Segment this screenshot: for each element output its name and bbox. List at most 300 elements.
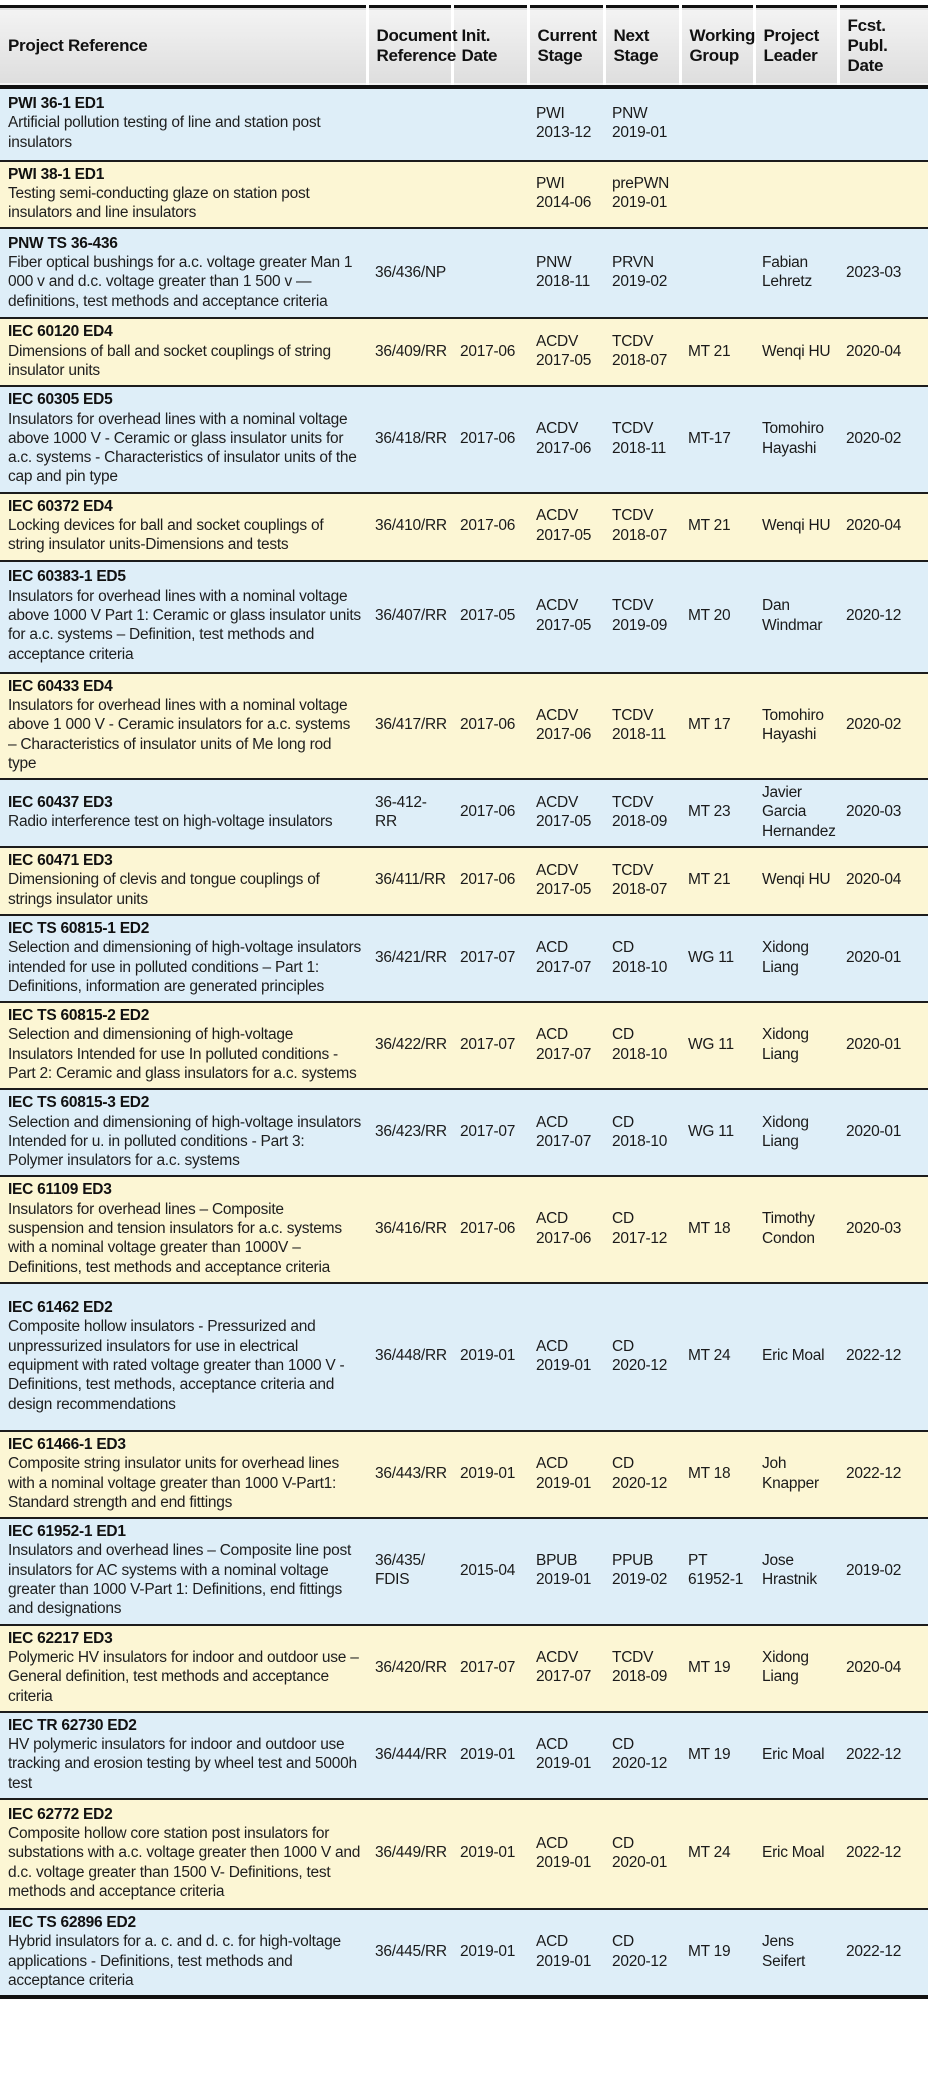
working-group-cell <box>680 87 754 161</box>
project-code: PWI 36-1 ED1 <box>8 95 105 113</box>
project-code: PWI 38-1 ED1 <box>8 165 105 183</box>
next-stage-cell <box>604 915 680 1002</box>
header-next-stage: Next Stage <box>604 7 680 87</box>
document-reference-cell: 36/420/RR <box>375 1658 447 1676</box>
next-stage-code: TCDV <box>612 706 654 724</box>
current-stage-cell <box>528 87 604 161</box>
working-group-cell: MT 21 <box>688 517 731 535</box>
project-leader-cell: Timothy Condon <box>762 1210 815 1247</box>
project-code: IEC 62217 ED3 <box>8 1629 113 1647</box>
current-stage-code: ACD <box>536 1455 568 1473</box>
table-row <box>0 318 928 386</box>
current-stage-date: 2019-01 <box>536 1755 592 1773</box>
project-title: Dimensioning of clevis and tongue couplings of strings insulator units <box>8 871 320 908</box>
next-stage-code: TCDV <box>612 597 654 615</box>
project-code: IEC 62772 ED2 <box>8 1805 113 1823</box>
working-group-cell: MT 19 <box>688 1658 731 1676</box>
project-reference-cell <box>0 386 367 492</box>
current-stage-code: ACDV <box>536 861 579 879</box>
header-current-stage: Current Stage <box>528 7 604 87</box>
current-stage-cell <box>528 493 604 561</box>
current-stage-code: ACD <box>536 1933 568 1951</box>
forecast-date-cell: 2020-04 <box>846 1658 902 1676</box>
project-code: IEC 60120 ED4 <box>8 323 113 341</box>
project-title: Composite hollow core station post insulators for substations with a.c. voltage greater then 1000 V and d.c. voltage greater than 1500 V- Definitions, test methods and acceptance criteria <box>8 1825 361 1900</box>
project-title: Insulators for overhead lines – Composite suspension and tension insulators for a.c. systems with a nominal voltage greater than 1000V –Definitions, test methods and acceptance criteria <box>8 1200 342 1276</box>
next-stage-cell <box>604 318 680 386</box>
next-stage-cell <box>604 779 680 847</box>
init-date-cell <box>452 228 528 318</box>
next-stage-code: TCDV <box>612 333 654 351</box>
project-code: IEC TS 60815-3 ED2 <box>8 1094 150 1112</box>
working-group-cell: MT 18 <box>688 1220 731 1238</box>
current-stage-date: 2019-01 <box>536 1474 592 1492</box>
working-group-cell: MT 17 <box>688 716 731 734</box>
current-stage-date: 2017-05 <box>536 880 592 898</box>
current-stage-code: ACDV <box>536 793 579 811</box>
current-stage-cell <box>528 1176 604 1282</box>
table-row <box>0 1909 928 1997</box>
next-stage-cell <box>604 228 680 318</box>
table-row <box>0 1176 928 1282</box>
project-reference-cell <box>0 1909 367 1997</box>
current-stage-cell <box>528 1283 604 1431</box>
current-stage-cell <box>528 1089 604 1176</box>
next-stage-date: 2019-01 <box>612 194 668 212</box>
project-code: IEC 60437 ED3 <box>8 793 113 811</box>
next-stage-date: 2017-12 <box>612 1229 668 1247</box>
project-title: Radio interference test on high-voltage insulators <box>8 813 333 831</box>
forecast-date-cell: 2020-02 <box>846 429 902 447</box>
table-row <box>0 1089 928 1176</box>
current-stage-date: 2017-07 <box>536 1132 592 1150</box>
table-row <box>0 1002 928 1089</box>
current-stage-code: ACDV <box>536 706 579 724</box>
forecast-date-cell: 2022-12 <box>846 1844 902 1862</box>
next-stage-date: 2018-07 <box>612 880 668 898</box>
forecast-date-cell: 2020-03 <box>846 1220 902 1238</box>
next-stage-date: 2019-02 <box>612 1571 668 1589</box>
forecast-date-cell: 2020-04 <box>846 871 902 889</box>
table-row <box>0 87 928 161</box>
working-group-cell: PT 61952-1 <box>688 1552 744 1589</box>
next-stage-date: 2019-01 <box>612 124 668 141</box>
table-row <box>0 1625 928 1712</box>
next-stage-code: PPUB <box>612 1552 654 1570</box>
header-row <box>0 7 928 87</box>
working-group-cell: MT 24 <box>688 1844 731 1862</box>
init-date-cell: 2017-05 <box>460 607 516 624</box>
working-group-cell: MT 24 <box>688 1347 731 1365</box>
project-title: Insulators for overhead lines with a nominal voltage above 1 000 V - Ceramic insulators for a.c. systems – Characteristics of insulator units of Me long rod type <box>8 696 351 772</box>
next-stage-cell <box>604 673 680 779</box>
next-stage-date: 2018-11 <box>612 725 666 743</box>
project-leader-cell <box>754 161 838 229</box>
next-stage-cell <box>604 1283 680 1431</box>
next-stage-code: TCDV <box>612 420 654 438</box>
project-code: IEC TR 62730 ED2 <box>8 1716 137 1734</box>
current-stage-code: ACD <box>536 939 568 957</box>
project-title: Locking devices for ball and socket couplings of string insulator units-Dimensions and tests <box>8 517 324 554</box>
project-title: Testing semi-conducting glaze on station post insulators and line insulators <box>8 184 310 222</box>
project-leader-cell: Eric Moal <box>762 1745 825 1763</box>
forecast-date-cell: 2020-03 <box>846 803 902 821</box>
working-group-cell: MT 19 <box>688 1942 731 1960</box>
next-stage-cell <box>604 847 680 915</box>
project-leader-cell: Dan Windmar <box>762 597 823 634</box>
project-reference-cell <box>0 318 367 386</box>
project-code: IEC 61466-1 ED3 <box>8 1435 126 1453</box>
project-reference-cell <box>0 1712 367 1799</box>
current-stage-code: ACD <box>536 1834 568 1852</box>
table-row <box>0 915 928 1002</box>
document-reference-cell: 36/416/RR <box>375 1220 447 1238</box>
forecast-date-cell: 2022-12 <box>846 1745 902 1763</box>
current-stage-date: 2018-11 <box>536 273 590 291</box>
project-reference-cell <box>0 847 367 915</box>
project-title: Selection and dimensioning of high-voltage Insulators Intended for use In polluted conditions - Part 2: Ceramic and glass insulators for a.c. systems <box>8 1026 357 1082</box>
project-title: Selection and dimensioning of high-voltage insulators intended for use in polluted conditions – Part 1: Definitions, information are generated principles <box>8 939 361 995</box>
init-date-cell: 2019-01 <box>460 1942 516 1960</box>
init-date-cell: 2017-06 <box>460 342 516 360</box>
next-stage-code: TCDV <box>612 1648 654 1666</box>
current-stage-code: ACD <box>536 1210 568 1228</box>
init-date-cell <box>452 161 528 229</box>
next-stage-cell <box>604 1518 680 1624</box>
document-reference-cell: 36/443/RR <box>375 1464 447 1482</box>
init-date-cell: 2019-01 <box>460 1745 516 1763</box>
table-row <box>0 1283 928 1431</box>
next-stage-code: CD <box>612 1834 634 1852</box>
project-reference-cell <box>0 779 367 847</box>
next-stage-code: TCDV <box>612 793 654 811</box>
project-leader-cell: Jose Hrastnik <box>762 1552 817 1589</box>
current-stage-cell <box>528 1002 604 1089</box>
next-stage-cell <box>604 1799 680 1909</box>
next-stage-date: 2018-07 <box>612 352 668 370</box>
current-stage-cell <box>528 1799 604 1909</box>
next-stage-code: CD <box>612 1210 634 1228</box>
project-leader-cell: Jens Seifert <box>762 1933 806 1970</box>
current-stage-cell <box>528 779 604 847</box>
forecast-date-cell: 2020-01 <box>846 1123 902 1141</box>
project-title: Insulators for overhead lines with a nominal voltage above 1000 V - Ceramic or glass insulator units for a.c. systems - Characteristics of insulator units of the cap and pin type <box>8 410 357 486</box>
next-stage-cell <box>604 386 680 492</box>
next-stage-cell <box>604 87 680 161</box>
document-reference-cell: 36/418/RR <box>375 429 447 447</box>
next-stage-date: 2018-10 <box>612 1132 668 1150</box>
current-stage-cell <box>528 847 604 915</box>
header-project-leader: Project Leader <box>754 7 838 87</box>
current-stage-cell <box>528 228 604 318</box>
current-stage-date: 2019-01 <box>536 1854 592 1872</box>
project-reference-cell <box>0 161 367 229</box>
project-leader-cell: Xidong Liang <box>762 939 809 976</box>
current-stage-date: 2013-12 <box>536 124 592 141</box>
project-title: Selection and dimensioning of high-voltage insulators Intended for u. in polluted conditions - Part 3: Polymer insulators for a.c. systems <box>8 1113 361 1170</box>
document-reference-cell: 36/449/RR <box>375 1844 447 1862</box>
working-group-cell: WG 11 <box>688 1036 734 1054</box>
current-stage-date: 2017-07 <box>536 958 592 976</box>
working-group-cell: MT-17 <box>688 429 731 447</box>
project-reference-cell <box>0 1089 367 1176</box>
forecast-date-cell: 2019-02 <box>846 1561 902 1579</box>
project-reference-cell <box>0 1518 367 1624</box>
init-date-cell: 2015-04 <box>460 1561 516 1579</box>
next-stage-cell <box>604 1909 680 1997</box>
table-row <box>0 673 928 779</box>
project-code: IEC TS 60815-2 ED2 <box>8 1007 150 1025</box>
current-stage-cell <box>528 318 604 386</box>
current-stage-code: ACDV <box>536 420 579 438</box>
forecast-date-cell <box>838 87 928 161</box>
project-title: Composite string insulator units for overhead lines with a nominal voltage greater than 1000 V-Part1: Standard strength and end fittings <box>8 1455 340 1511</box>
next-stage-cell <box>604 1625 680 1712</box>
init-date-cell: 2017-07 <box>460 1658 516 1676</box>
current-stage-code: PNW <box>536 254 572 272</box>
header-working-group: Working Group <box>680 7 754 87</box>
project-title: Insulators for overhead lines with a nominal voltage above 1000 V Part 1: Ceramic or glass insulator units for a.c. systems – Definition, test methods and acceptance criteria <box>8 587 361 663</box>
document-reference-cell: 36/448/RR <box>375 1347 447 1365</box>
current-stage-code: ACD <box>536 1113 568 1131</box>
init-date-cell: 2017-06 <box>460 1220 516 1238</box>
project-reference-cell <box>0 1431 367 1518</box>
next-stage-code: TCDV <box>612 507 654 525</box>
table-row <box>0 386 928 492</box>
project-code: IEC 60372 ED4 <box>8 497 113 515</box>
current-stage-cell <box>528 673 604 779</box>
next-stage-cell <box>604 1431 680 1518</box>
project-leader-cell: Wenqi HU <box>762 517 831 535</box>
current-stage-code: ACDV <box>536 597 579 615</box>
current-stage-cell <box>528 1909 604 1997</box>
project-leader-cell: Xidong Liang <box>762 1026 809 1063</box>
forecast-date-cell: 2022-12 <box>846 1942 902 1960</box>
next-stage-cell <box>604 161 680 229</box>
document-reference-cell: 36/435/ FDIS <box>375 1552 425 1589</box>
next-stage-date: 2020-12 <box>612 1755 668 1773</box>
project-code: IEC 60471 ED3 <box>8 852 113 870</box>
table-row <box>0 1518 928 1624</box>
header-document-reference: Document Reference <box>367 7 452 87</box>
project-leader-cell: Xidong Liang <box>762 1648 809 1686</box>
document-reference-cell: 36/421/RR <box>375 948 447 966</box>
project-leader-cell <box>754 87 838 161</box>
table-row <box>0 1799 928 1909</box>
project-code: IEC 61109 ED3 <box>8 1181 112 1199</box>
forecast-date-cell: 2022-12 <box>846 1347 902 1365</box>
current-stage-date: 2017-06 <box>536 439 592 457</box>
project-leader-cell: Xidong Liang <box>762 1113 809 1150</box>
next-stage-code: CD <box>612 1026 634 1044</box>
init-date-cell: 2019-01 <box>460 1464 516 1482</box>
current-stage-date: 2017-05 <box>536 813 592 831</box>
project-title: Insulators and overhead lines – Composite line post insulators for AC systems with a nominal voltage greater than 1000 V-Part 1: Definitions, end fittings and designations <box>8 1542 352 1618</box>
project-title: Fiber optical bushings for a.c. voltage greater Man 1 000 v and d.c. voltage greater than 1 500 v — definitions, test methods and acceptance criteria <box>8 254 353 310</box>
project-code: IEC 61462 ED2 <box>8 1299 113 1317</box>
project-leader-cell: Tomohiro Hayashi <box>762 706 824 743</box>
current-stage-cell <box>528 386 604 492</box>
project-code: IEC 60305 ED5 <box>8 391 113 409</box>
working-group-cell <box>680 161 754 229</box>
table-header <box>0 7 928 87</box>
init-date-cell: 2017-07 <box>460 1123 516 1141</box>
project-leader-cell: Javier Garcia Hernandez <box>762 784 836 840</box>
init-date-cell: 2017-06 <box>460 803 516 821</box>
project-table <box>0 5 928 1999</box>
next-stage-code: CD <box>612 1113 634 1131</box>
current-stage-date: 2017-05 <box>536 616 592 634</box>
next-stage-date: 2019-02 <box>612 273 668 291</box>
project-title: Polymeric HV insulators for indoor and outdoor use – General definition, test methods and acceptance criteria <box>8 1648 359 1705</box>
table-body <box>0 87 928 1998</box>
table-row <box>0 228 928 318</box>
project-code: IEC 60383-1 ED5 <box>8 568 126 586</box>
forecast-date-cell: 2022-12 <box>846 1464 902 1482</box>
next-stage-code: CD <box>612 1337 634 1355</box>
project-reference-cell <box>0 673 367 779</box>
project-title: HV polymeric insulators for indoor and outdoor use tracking and erosion testing by wheel test and 5000h test <box>8 1736 357 1792</box>
init-date-cell: 2019-01 <box>460 1844 516 1862</box>
next-stage-date: 2018-09 <box>612 813 668 831</box>
table-row <box>0 161 928 229</box>
current-stage-code: ACDV <box>536 1648 579 1666</box>
project-reference-cell <box>0 87 367 161</box>
current-stage-code: BPUB <box>536 1552 578 1570</box>
document-reference-cell: 36/417/RR <box>375 716 447 734</box>
table-row <box>0 779 928 847</box>
document-reference-cell <box>367 87 452 161</box>
document-reference-cell: 36/422/RR <box>375 1036 447 1054</box>
document-reference-cell: 36-412-RR <box>375 793 427 831</box>
document-reference-cell: 36/407/RR <box>375 607 447 624</box>
working-group-cell: WG 11 <box>688 1123 734 1141</box>
forecast-date-cell <box>838 161 928 229</box>
current-stage-code: ACDV <box>536 333 579 351</box>
init-date-cell: 2017-07 <box>460 948 516 966</box>
table-row <box>0 1712 928 1799</box>
init-date-cell: 2017-06 <box>460 716 516 734</box>
current-stage-cell <box>528 1518 604 1624</box>
table-row <box>0 493 928 561</box>
forecast-date-cell: 2020-01 <box>846 1036 902 1054</box>
init-date-cell: 2017-06 <box>460 517 516 535</box>
working-group-cell: MT 19 <box>688 1745 731 1763</box>
project-leader-cell: Wenqi HU <box>762 342 831 360</box>
current-stage-cell <box>528 1712 604 1799</box>
init-date-cell: 2017-06 <box>460 871 516 889</box>
current-stage-code: ACDV <box>536 507 579 525</box>
working-group-cell: MT 20 <box>688 607 731 624</box>
next-stage-date: 2018-11 <box>612 439 666 457</box>
forecast-date-cell: 2020-02 <box>846 716 902 734</box>
next-stage-cell <box>604 1176 680 1282</box>
current-stage-date: 2019-01 <box>536 1356 592 1374</box>
next-stage-cell <box>604 1712 680 1799</box>
init-date-cell: 2017-06 <box>460 429 516 447</box>
next-stage-date: 2020-12 <box>612 1952 668 1970</box>
header-project-reference: Project Reference <box>8 36 148 56</box>
project-code: IEC TS 62896 ED2 <box>8 1914 136 1932</box>
next-stage-code: TCDV <box>612 861 654 879</box>
forecast-date-cell: 2020-12 <box>846 607 902 624</box>
init-date-cell: 2017-07 <box>460 1036 516 1054</box>
working-group-cell: MT 21 <box>688 342 731 360</box>
current-stage-date: 2017-05 <box>536 526 592 544</box>
document-reference-cell: 36/423/RR <box>375 1123 447 1141</box>
project-leader-cell: Eric Moal <box>762 1844 825 1862</box>
init-date-cell: 2019-01 <box>460 1347 516 1365</box>
next-stage-date: 2020-12 <box>612 1474 668 1492</box>
project-reference-cell <box>0 1799 367 1909</box>
project-code: PNW TS 36-436 <box>8 234 118 252</box>
next-stage-code: PRVN <box>612 254 654 272</box>
project-reference-cell <box>0 561 367 673</box>
current-stage-cell <box>528 1625 604 1712</box>
project-code: IEC TS 60815-1 ED2 <box>8 919 150 937</box>
project-reference-cell <box>0 228 367 318</box>
forecast-date-cell: 2020-01 <box>846 948 902 966</box>
project-reference-cell <box>0 915 367 1002</box>
current-stage-code: PWI <box>536 175 565 193</box>
document-reference-cell: 36/436/NP <box>375 263 446 281</box>
project-reference-cell <box>0 493 367 561</box>
current-stage-date: 2019-01 <box>536 1571 592 1589</box>
project-leader-cell: Fabian Lehretz <box>762 254 812 291</box>
document-reference-cell: 36/411/RR <box>375 871 446 889</box>
project-title: Hybrid insulators for a. c. and d. c. for high-voltage applications - Definitions, test methods and acceptance criteria <box>8 1933 341 1989</box>
next-stage-code: PNW <box>612 104 648 122</box>
init-date-cell <box>452 87 528 161</box>
working-group-cell: WG 11 <box>688 948 734 966</box>
header-forecast-publication-date: Fcst. Publ. Date <box>838 7 928 87</box>
current-stage-cell <box>528 915 604 1002</box>
next-stage-date: 2020-01 <box>612 1854 668 1872</box>
current-stage-code: ACD <box>536 1026 568 1044</box>
header-init-date: Init. Date <box>452 7 528 87</box>
current-stage-date: 2017-05 <box>536 352 592 370</box>
next-stage-cell <box>604 1089 680 1176</box>
current-stage-date: 2019-01 <box>536 1952 592 1970</box>
document-reference-cell: 36/410/RR <box>375 517 447 535</box>
document-reference-cell: 36/444/RR <box>375 1745 447 1763</box>
next-stage-date: 2020-12 <box>612 1356 668 1374</box>
next-stage-code: CD <box>612 1455 634 1473</box>
next-stage-cell <box>604 1002 680 1089</box>
working-group-cell: MT 23 <box>688 803 731 821</box>
project-title: Composite hollow insulators - Pressurized and unpressurized insulators for use in electrical equipment with rated voltage greater than 1000 V - Definitions, test methods, acceptance criteria and design recommendations <box>8 1318 345 1413</box>
project-reference-cell <box>0 1176 367 1282</box>
working-group-cell: MT 18 <box>688 1464 731 1482</box>
next-stage-code: CD <box>612 1933 634 1951</box>
next-stage-date: 2018-10 <box>612 1045 668 1063</box>
forecast-date-cell: 2020-04 <box>846 517 902 535</box>
document-reference-cell: 36/445/RR <box>375 1942 447 1960</box>
next-stage-cell <box>604 561 680 673</box>
current-stage-cell <box>528 1431 604 1518</box>
current-stage-code: ACD <box>536 1337 568 1355</box>
project-reference-cell <box>0 1625 367 1712</box>
project-title: Dimensions of ball and socket couplings of string insulator units <box>8 342 331 379</box>
current-stage-date: 2017-07 <box>536 1668 592 1686</box>
next-stage-code: CD <box>612 1736 634 1754</box>
current-stage-date: 2017-06 <box>536 1229 592 1247</box>
next-stage-cell <box>604 493 680 561</box>
next-stage-date: 2018-09 <box>612 1668 668 1686</box>
project-code: IEC 60433 ED4 <box>8 677 113 695</box>
next-stage-date: 2018-10 <box>612 958 668 976</box>
project-leader-cell: Eric Moal <box>762 1347 825 1365</box>
